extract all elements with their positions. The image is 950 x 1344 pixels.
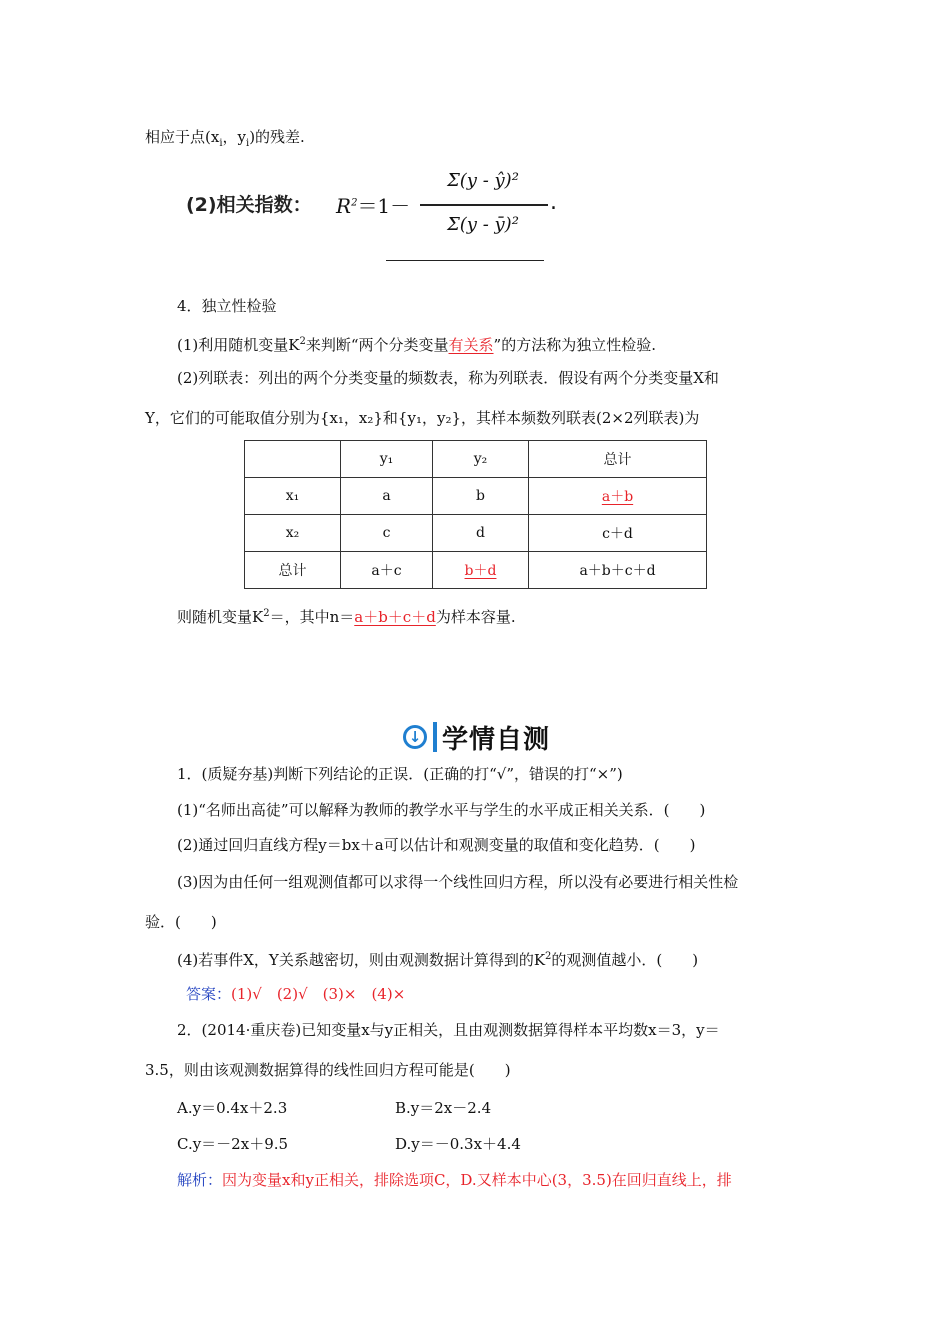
table-cell: a＋b＋c＋d (529, 552, 707, 589)
residual-text-pre: 相应于点(x (145, 128, 220, 146)
table-row (245, 515, 707, 552)
table-cell: x₂ (245, 515, 341, 552)
correlation-index-formula (186, 160, 566, 270)
table-header-cell: 总计 (529, 441, 707, 478)
table-cell: 总计 (245, 552, 341, 589)
section-4-para-2-line-1: (2)列联表：列出的两个分类变量的频数表，称为列联表．假设有两个分类变量X和 (177, 369, 719, 387)
q2-stem-line-1: 2．(2014·重庆卷)已知变量x与y正相关，且由观测数据算得样本平均数x＝3，y＝ (177, 1021, 720, 1039)
table-cell: a＋c (341, 552, 433, 589)
k2-sup: 2 (263, 608, 270, 619)
q1-s4-text-post: 的观测值越小．( ) (551, 951, 699, 969)
q2-option-a: A.y＝0.4x＋2.3 (177, 1099, 288, 1117)
q2-option-b: B.y＝2x－2.4 (395, 1099, 492, 1117)
table-cell (529, 478, 707, 515)
k2-text-pre: 则随机变量K (177, 608, 264, 626)
residual-sub-2: i (246, 138, 250, 149)
formula-r-sup: 2 (351, 197, 358, 209)
table-row (245, 478, 707, 515)
k2-text-mid: ＝，其中n＝ (269, 608, 355, 626)
formula-lhs (336, 190, 410, 219)
residual-line (145, 126, 305, 155)
residual-text-post: )的残差. (249, 128, 305, 146)
table-cell (433, 552, 529, 589)
formula-denominator: Σ(y - ȳ)² (447, 214, 519, 235)
residual-text-mid: ，y (222, 128, 246, 146)
section-4-para-2-line-2: Y，它们的可能取值分别为{x₁，x₂}和{y₁，y₂}，其样本频数列联表(2×2列联表)为 (145, 409, 700, 427)
formula-r: R (336, 194, 352, 218)
formula-period: . (550, 190, 557, 215)
residual-sub-1: i (219, 138, 223, 149)
section-heading (403, 718, 550, 756)
down-arrow-glyph: ↓ (408, 727, 422, 746)
q1-statement-2: (2)通过回归直线方程y＝bx＋a可以估计和观测变量的取值和变化趋势．( ) (177, 836, 696, 854)
q2-option-c: C.y＝－2x＋9.5 (177, 1135, 289, 1153)
table-blank-answer: b＋d (464, 563, 497, 579)
table-blank-answer: a＋b (601, 489, 634, 505)
q2-option-d: D.y＝－0.3x＋4.4 (395, 1135, 521, 1153)
q1-answer-label: 答案： (186, 985, 232, 1003)
p1-blank-answer: 有关系 (448, 336, 494, 354)
p1-text-mid: 来判断“两个分类变量 (305, 336, 449, 354)
table-cell: b (433, 478, 529, 515)
table-header-cell: y₂ (433, 441, 529, 478)
q2-stem-line-2: 3.5，则由该观测数据算得的线性回归方程可能是( ) (145, 1061, 511, 1079)
table-header-row (245, 441, 707, 478)
heading-title: 学情自测 (442, 724, 551, 755)
p1-sup: 2 (299, 336, 306, 347)
formula-numerator: Σ(y - ŷ)² (447, 170, 519, 191)
table-cell: c (341, 515, 433, 552)
table-row (245, 552, 707, 589)
q2-analysis-label: 解析： (177, 1171, 223, 1189)
q1-statement-3-line-1: (3)因为由任何一组观测值都可以求得一个线性回归方程，所以没有必要进行相关性检 (177, 873, 739, 891)
q1-s4-sup: 2 (545, 951, 552, 962)
table-cell: c＋d (529, 515, 707, 552)
heading-divider (433, 722, 437, 752)
table-cell: a (341, 478, 433, 515)
formula-underline (386, 260, 544, 261)
table-cell: d (433, 515, 529, 552)
k2-blank-answer: a＋b＋c＋d (354, 608, 436, 626)
formula-fraction-bar (420, 204, 548, 206)
p1-text-post: ”的方法称为独立性检验. (493, 336, 656, 354)
contingency-table (244, 440, 707, 589)
q1-statement-3-line-2: 验．( ) (145, 913, 217, 931)
section-4-title: 4．独立性检验 (177, 297, 277, 315)
formula-label: (2)相关指数： (186, 194, 312, 216)
p1-text-pre: (1)利用随机变量K (177, 336, 300, 354)
k2-line (177, 603, 516, 628)
q1-statement-1: (1)“名师出高徒”可以解释为教师的教学水平与学生的水平成正相关关系．( ) (177, 801, 706, 819)
q1-answer (186, 983, 405, 1005)
formula-one-minus: ＝1－ (357, 194, 411, 218)
table-header-cell (245, 441, 341, 478)
q2-analysis-text: 因为变量x和y正相关，排除选项C，D.又样本中心(3，3.5)在回归直线上，排 (222, 1171, 732, 1189)
q1-answer-text: (1)√ (2)√ (3)× (4)× (231, 985, 406, 1003)
k2-text-post: 为样本容量. (435, 608, 516, 626)
section-4-para-1 (177, 331, 656, 356)
q1-statement-4 (177, 946, 698, 971)
q1-stem: 1．(质疑夯基)判断下列结论的正误．(正确的打“√”，错误的打“×”) (177, 765, 623, 783)
formula-fraction (418, 160, 548, 260)
table-header-cell: y₁ (341, 441, 433, 478)
q1-s4-text-pre: (4)若事件X，Y关系越密切，则由观测数据计算得到的K (177, 951, 546, 969)
down-arrow-icon (403, 725, 427, 749)
table-cell: x₁ (245, 478, 341, 515)
q2-analysis (177, 1169, 732, 1191)
